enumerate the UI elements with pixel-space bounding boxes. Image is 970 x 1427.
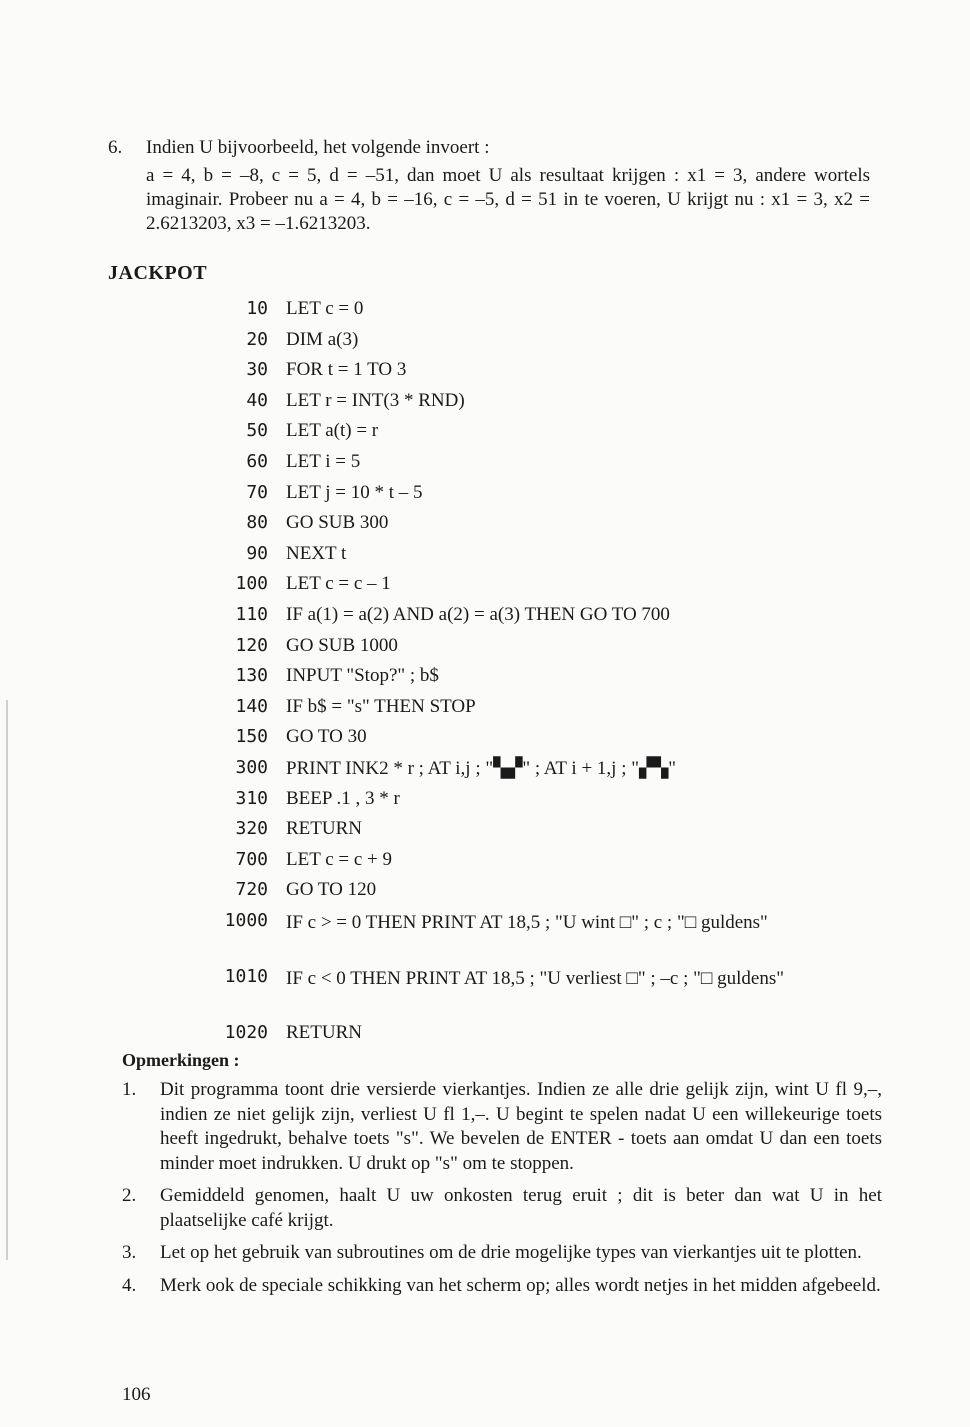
note-number: 4.	[122, 1274, 137, 1296]
line-code: BEEP .1 , 3 * r	[286, 787, 400, 809]
line-number: 1000	[224, 909, 268, 931]
program-listing	[220, 298, 900, 1052]
line-code: GO SUB 300	[286, 512, 389, 534]
line-number: 60	[246, 450, 268, 472]
code-line	[220, 818, 900, 849]
notes-heading: Opmerkingen :	[122, 1050, 240, 1070]
code-line	[220, 390, 900, 421]
note-item	[122, 1274, 882, 1299]
line-code: LET i = 5	[286, 450, 361, 472]
code-line	[220, 788, 900, 819]
code-line	[220, 966, 900, 1022]
line-code: IF b$ = "s" THEN STOP	[286, 695, 476, 717]
line-code: LET c = c – 1	[286, 573, 391, 595]
note-text: Gemiddeld genomen, haalt U uw onkosten terug eruit ; dit is beter dan wat U in het plaatselijke café krijgt.	[160, 1185, 882, 1231]
page-edge-shadow	[6, 700, 8, 1260]
line-code: PRINT INK2 * r ; AT i,j ; "▚▞" ; AT i + 1,j ; "▞▚"	[286, 757, 676, 779]
note-number: 2.	[122, 1185, 137, 1206]
line-code: IF c > = 0 THEN PRINT AT 18,5 ; "U wint □" ; c ; "□ guldens"	[286, 911, 768, 933]
code-line	[220, 329, 900, 360]
item-number: 6.	[108, 137, 123, 158]
code-line	[220, 665, 900, 696]
code-line	[220, 910, 900, 966]
line-number: 10	[246, 298, 268, 319]
note-text: Let op het gebruik van subroutines om de drie mogelijke types van vierkantjes uit te plotten.	[160, 1242, 862, 1263]
line-code: IF a(1) = a(2) AND a(2) = a(3) THEN GO TO 700	[286, 603, 670, 625]
line-number: 1020	[224, 1021, 268, 1043]
line-number: 50	[246, 420, 268, 442]
line-code: LET r = INT(3 * RND)	[286, 389, 465, 411]
code-line	[220, 635, 900, 666]
code-line	[220, 757, 900, 788]
line-code: GO TO 30	[286, 726, 367, 748]
code-line	[220, 543, 900, 574]
note-text: Dit programma toont drie versierde vierkantjes. Indien ze alle drie gelijk zijn, wint U fl 9,–, indien ze niet gelijk zijn, verliest U fl 1,–. U begint te spelen nadat U een willekeurige toets heeft ingedrukt, behalve toets "s". We bevelen de ENTER - toets aan omdat U dan een toets minder moet indrukken. U drukt op "s" om te stoppen.	[160, 1079, 882, 1174]
line-code: FOR t = 1 TO 3	[286, 359, 407, 381]
line-code: INPUT "Stop?" ; b$	[286, 665, 439, 687]
note-number: 1.	[122, 1079, 137, 1100]
line-number: 1010	[224, 965, 268, 987]
line-number: 320	[235, 818, 268, 840]
notes-list	[122, 1078, 882, 1306]
line-number: 30	[246, 359, 268, 381]
line-code: LET c = 0	[286, 298, 364, 319]
code-line	[220, 512, 900, 543]
line-code: LET j = 10 * t – 5	[286, 481, 423, 503]
item-body-text: a = 4, b = –8, c = 5, d = –51, dan moet U als resultaat krijgen : x1 = 3, andere wortels imaginair. Probeer nu a = 4, b = –16, c = –5, d = 51 in te voeren, U krijgt nu : x1 = 3, x2 = 2.6213203, x3 = –1.6213203.	[146, 165, 870, 234]
line-number: 80	[246, 512, 268, 534]
code-line	[220, 849, 900, 880]
line-code: GO TO 120	[286, 879, 377, 901]
note-number: 3.	[122, 1242, 137, 1263]
code-line	[220, 298, 900, 329]
code-line	[220, 879, 900, 910]
line-number: 120	[235, 634, 268, 656]
line-code: LET a(t) = r	[286, 420, 379, 442]
code-line	[220, 359, 900, 390]
code-line	[220, 482, 900, 513]
line-number: 150	[235, 726, 268, 748]
line-number: 720	[235, 879, 268, 901]
note-text: Merk ook de speciale schikking van het scherm op; alles wordt netjes in het midden afgebeeld.	[160, 1274, 881, 1296]
line-code: IF c < 0 THEN PRINT AT 18,5 ; "U verliest □" ; –c ; "□ guldens"	[286, 967, 784, 989]
note-item	[122, 1184, 882, 1233]
line-number: 90	[246, 542, 268, 564]
code-line	[220, 573, 900, 604]
note-item	[122, 1078, 882, 1176]
line-code: GO SUB 1000	[286, 634, 398, 656]
line-code: DIM a(3)	[286, 328, 359, 350]
line-code: NEXT t	[286, 542, 347, 564]
line-number: 40	[246, 389, 268, 411]
code-line	[220, 726, 900, 757]
line-number: 20	[246, 328, 268, 350]
section-title: JACKPOT	[108, 262, 208, 284]
code-line	[220, 604, 900, 635]
note-item	[122, 1241, 882, 1266]
line-number: 100	[235, 573, 268, 595]
code-line	[220, 696, 900, 727]
line-code: LET c = c + 9	[286, 848, 393, 870]
line-number: 310	[235, 787, 268, 809]
code-line	[220, 1022, 900, 1053]
line-number: 140	[235, 695, 268, 717]
line-code: RETURN	[286, 818, 362, 840]
line-number: 130	[235, 665, 268, 687]
line-number: 70	[246, 481, 268, 503]
line-number: 700	[235, 848, 268, 870]
code-line	[220, 451, 900, 482]
item-lead-text: Indien U bijvoorbeeld, het volgende invoert :	[146, 137, 490, 158]
line-number: 300	[235, 756, 268, 778]
page-number: 106	[122, 1384, 151, 1405]
code-line	[220, 420, 900, 451]
line-number: 110	[235, 603, 268, 625]
line-code: RETURN	[286, 1021, 362, 1043]
